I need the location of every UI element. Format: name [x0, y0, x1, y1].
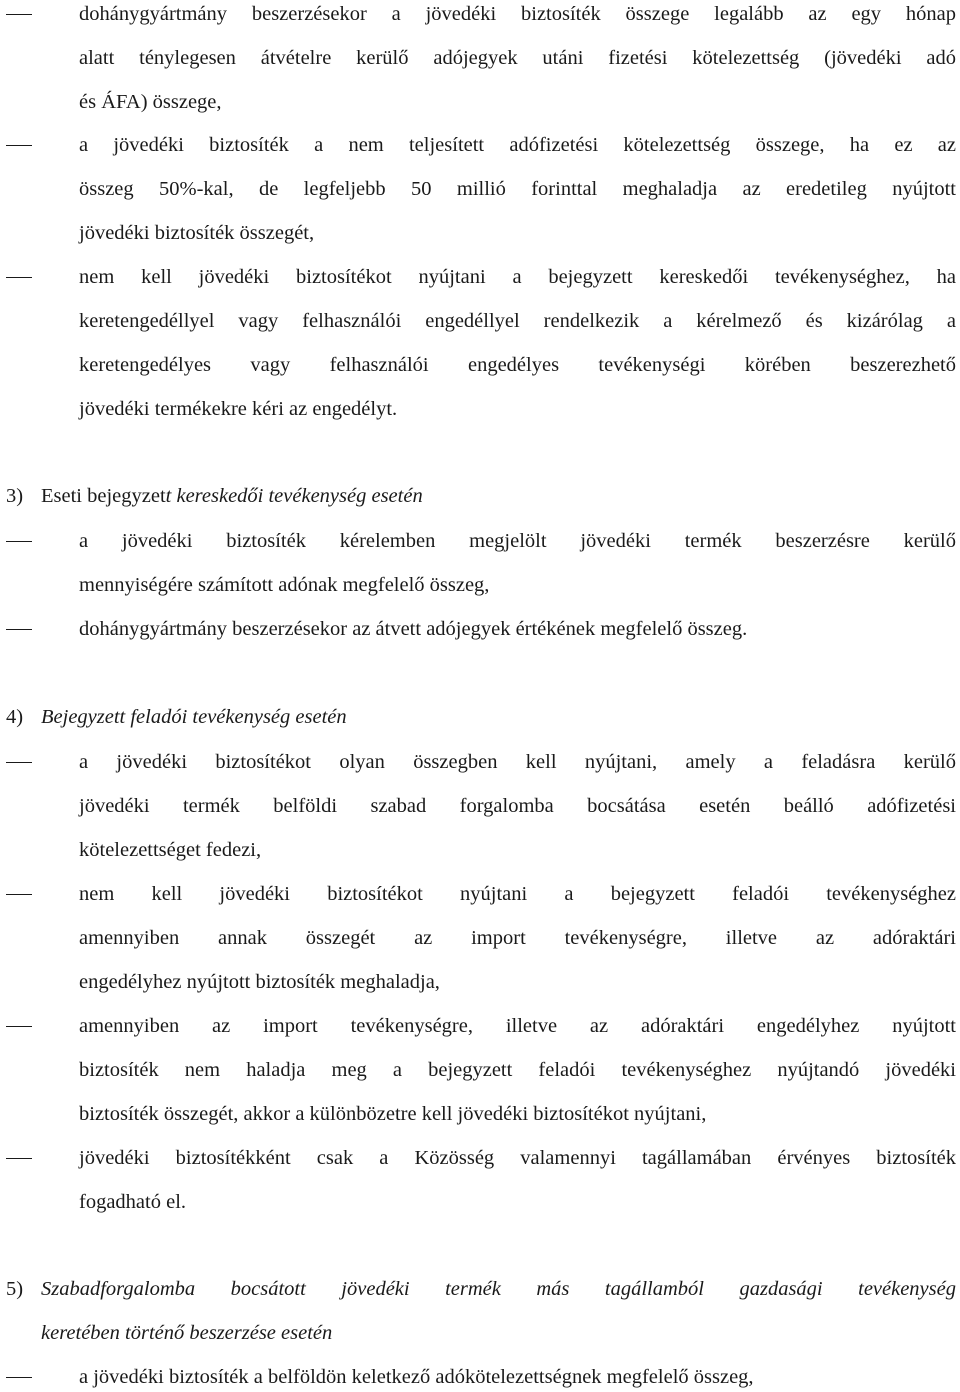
list-item-line: jövedéki termék belföldi szabad forgalomba bocsátása esetén beálló adófizetési [79, 795, 956, 817]
dash-bullet [6, 1158, 32, 1159]
dash-bullet [6, 1026, 32, 1027]
section-heading: Szabadforgalomba bocsátott jövedéki termék más tagállamból gazdasági tevékenység [41, 1278, 956, 1300]
list-item-line: a jövedéki biztosítékot olyan összegben kell nyújtani, amely a feladásra kerülő [79, 751, 956, 773]
list-item-line: alatt ténylegesen átvételre kerülő adójegyek utáni fizetési kötelezettség (jövedéki adó [79, 47, 956, 69]
list-item-line: összeg 50%-kal, de legfeljebb 50 millió forinttal meghaladja az eredetileg nyújtott [79, 178, 956, 200]
dash-bullet [6, 1377, 32, 1378]
list-item-line: keretengedéllyel vagy felhasználói engedéllyel rendelkezik a kérelmező és kizárólag a [79, 310, 956, 332]
dash-bullet [6, 277, 32, 278]
dash-bullet [6, 145, 32, 146]
section-heading: Bejegyzett feladói tevékenység esetén [41, 706, 347, 728]
list-item-line: jövedéki biztosíték összegét, [79, 222, 315, 244]
list-item-line: fogadható el. [79, 1191, 187, 1213]
section-number: 4) [6, 706, 24, 728]
list-item-line: mennyiségére számított adónak megfelelő összeg, [79, 574, 490, 596]
list-item-line: dohánygyártmány beszerzésekor a jövedéki biztosíték összege legalább az egy hónap [79, 3, 956, 25]
list-item-line: a jövedéki biztosíték kérelemben megjelölt jövedéki termék beszerzésre kerülő [79, 530, 956, 552]
section-number: 5) [6, 1278, 24, 1300]
list-item-line: és ÁFA) összege, [79, 91, 222, 113]
list-item-line: engedélyhez nyújtott biztosíték meghaladja, [79, 971, 440, 993]
dash-bullet [6, 14, 32, 15]
list-item-line: biztosíték összegét, akkor a különbözetre kell jövedéki biztosítékot nyújtani, [79, 1103, 707, 1125]
list-item-line: keretengedélyes vagy felhasználói engedélyes tevékenységi körében beszerezhető [79, 354, 956, 376]
section-heading-normal: Eseti bejegyzet [41, 485, 166, 507]
section-heading-italic: t kereskedői tevékenység esetén [165, 485, 423, 507]
list-item-line: a jövedéki biztosíték a belföldön keletkező adókötelezettségnek megfelelő összeg, [79, 1366, 754, 1388]
list-item-line: amennyiben annak összegét az import tevékenységre, illetve az adóraktári [79, 927, 956, 949]
list-item-line: jövedéki termékekre kéri az engedélyt. [79, 398, 398, 420]
dash-bullet [6, 629, 32, 630]
list-item-line: biztosíték nem haladja meg a bejegyzett feladói tevékenységhez nyújtandó jövedéki [79, 1059, 956, 1081]
dash-bullet [6, 762, 32, 763]
list-item-line: dohánygyártmány beszerzésekor az átvett adójegyek értékének megfelelő összeg. [79, 618, 748, 640]
list-item-line: amennyiben az import tevékenységre, illetve az adóraktári engedélyhez nyújtott [79, 1015, 956, 1037]
section-number: 3) [6, 485, 24, 507]
list-item-line: nem kell jövedéki biztosítékot nyújtani a bejegyzett feladói tevékenységhez [79, 883, 956, 905]
section-heading: keretében történő beszerzése esetén [41, 1322, 333, 1344]
dash-bullet [6, 541, 32, 542]
list-item-line: a jövedéki biztosíték a nem teljesített adófizetési kötelezettség összege, ha ez az [79, 134, 956, 156]
section-heading [41, 482, 956, 510]
dash-bullet [6, 894, 32, 895]
list-item-line: jövedéki biztosítékként csak a Közösség valamennyi tagállamában érvényes biztosíték [79, 1147, 956, 1169]
list-item-line: nem kell jövedéki biztosítékot nyújtani a bejegyzett kereskedői tevékenységhez, ha [79, 266, 956, 288]
list-item-line: kötelezettséget fedezi, [79, 839, 262, 861]
